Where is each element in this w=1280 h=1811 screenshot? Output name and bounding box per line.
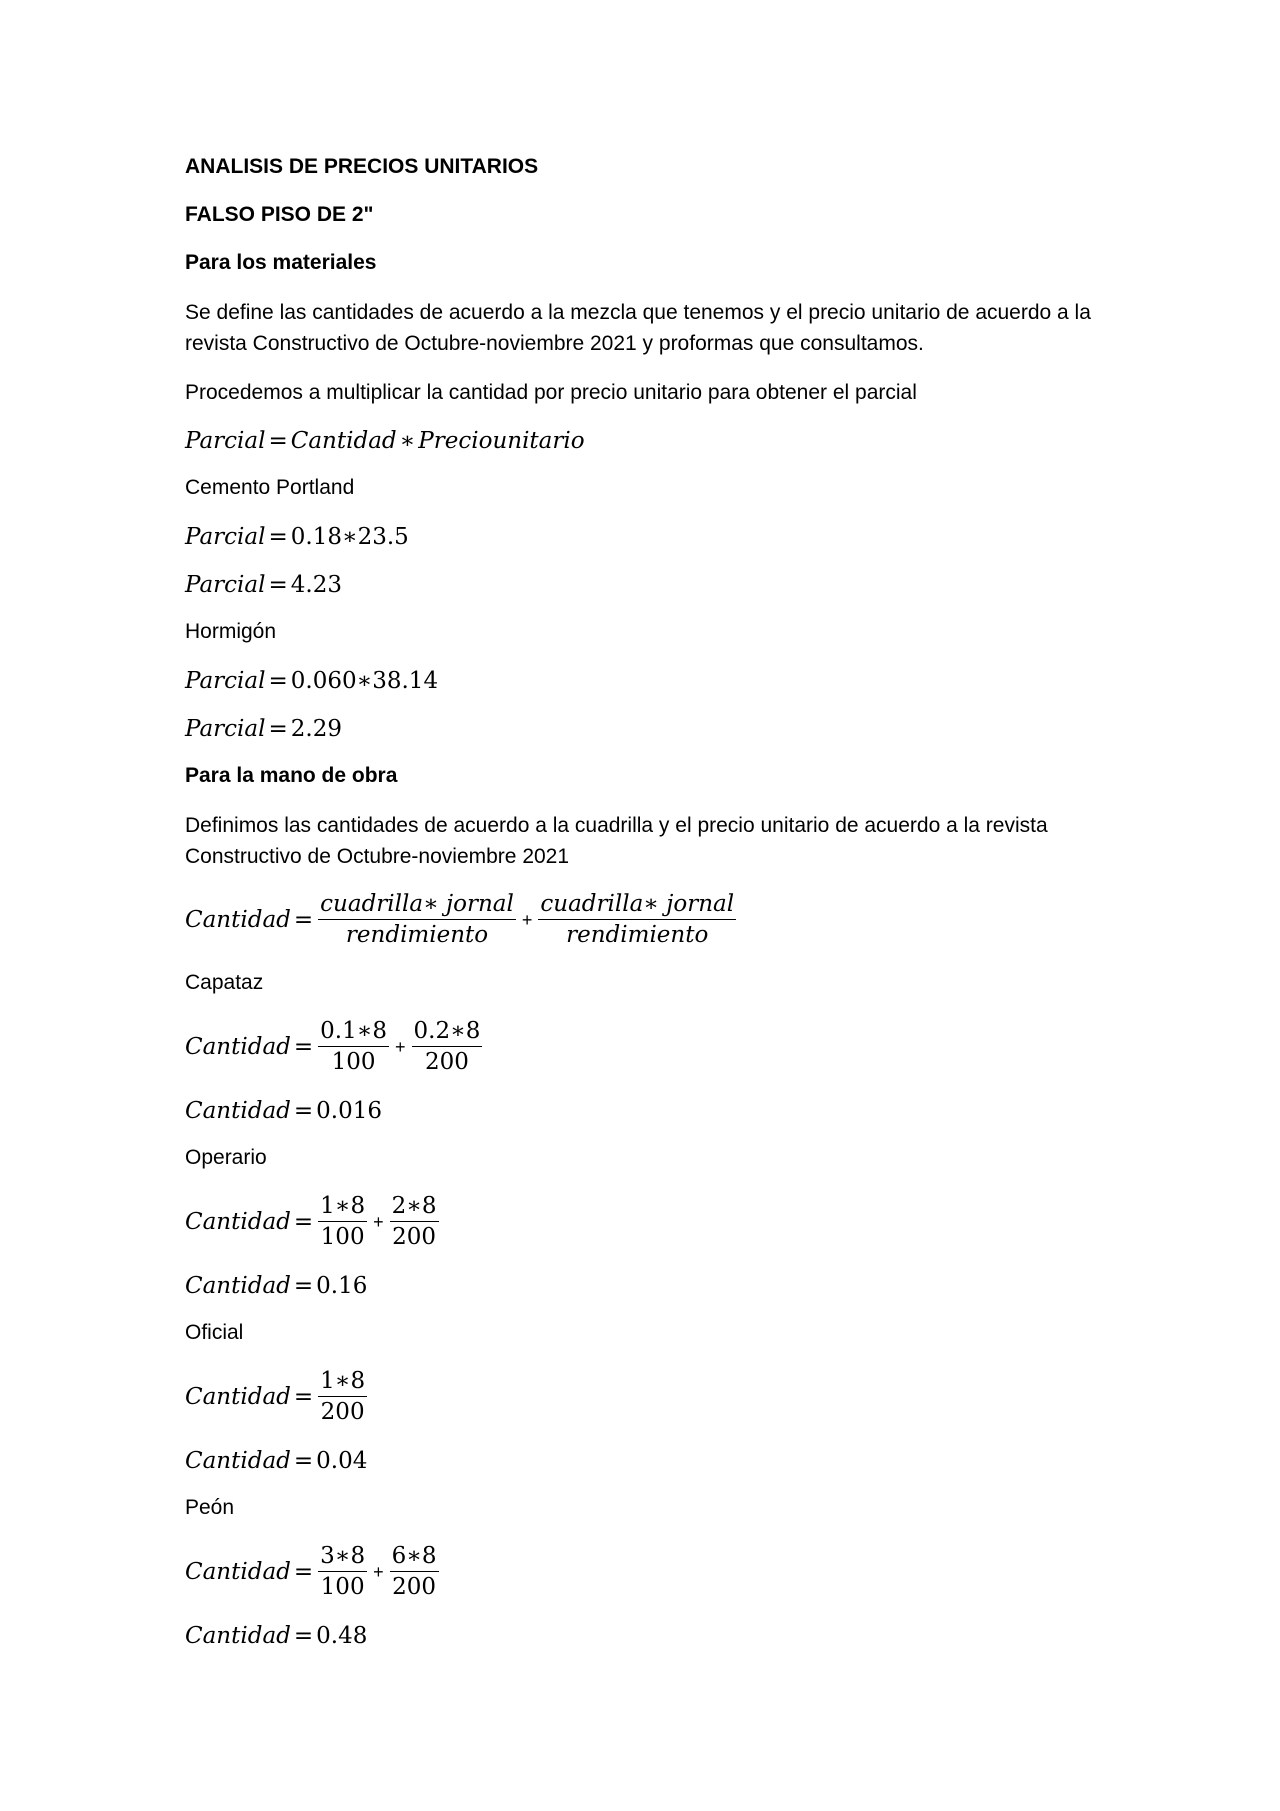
cemento-equation-lhs: Parcial (185, 524, 266, 550)
operario-result-value: 0.16 (316, 1273, 368, 1299)
formula-parcial-term-b: Preciounitario (418, 428, 585, 454)
fraction-numerator: 0.2∗8 (412, 1017, 483, 1047)
fraction (318, 1367, 367, 1426)
equals-sign: = (293, 1208, 314, 1235)
equals-sign: = (268, 668, 288, 694)
materials-intro-paragraph: Se define las cantidades de acuerdo a la mezcla que tenemos y el precio unitario de acuerdo a la revista Constructivo de Octubre-noviembre 2021 y proformas que consultamos. (185, 301, 1091, 355)
equals-sign: = (293, 1448, 314, 1474)
plus-sign: + (521, 909, 533, 930)
cemento-equation-expr: 0.18∗23.5 (290, 524, 409, 550)
fraction (318, 1017, 389, 1076)
fraction (318, 890, 516, 949)
cemento-result-lhs: Parcial (185, 572, 266, 598)
fraction (412, 1017, 483, 1076)
operario-result-lhs: Cantidad (185, 1273, 291, 1299)
fraction-denominator: 100 (320, 1224, 365, 1250)
fraction-denominator: 200 (392, 1574, 436, 1600)
document-page (185, 153, 1105, 1669)
fraction-denominator: 200 (392, 1224, 436, 1250)
oficial-equation (185, 1367, 1105, 1426)
fraction (390, 1192, 439, 1251)
equals-sign: = (268, 524, 288, 550)
capataz-equation (185, 1017, 1105, 1076)
fraction-denominator: rendimiento (566, 922, 709, 948)
fraction (538, 890, 736, 949)
equals-sign: = (293, 1098, 314, 1124)
peon-result-value: 0.48 (316, 1623, 368, 1649)
times-sign: ∗ (399, 428, 416, 454)
section-materials-heading: Para los materiales (185, 251, 377, 274)
cemento-result (185, 570, 1105, 600)
oficial-label: Oficial (185, 1321, 244, 1344)
capataz-label: Capataz (185, 971, 264, 994)
fraction (318, 1542, 367, 1601)
capataz-result-lhs: Cantidad (185, 1098, 291, 1124)
procedure-paragraph: Procedemos a multiplicar la cantidad por precio unitario para obtener el parcial (185, 381, 917, 404)
equals-sign: = (293, 906, 314, 933)
capataz-result (185, 1096, 1105, 1126)
section-labor-heading: Para la mano de obra (185, 764, 398, 787)
cemento-label: Cemento Portland (185, 476, 355, 499)
equals-sign: = (268, 428, 288, 454)
hormigon-result-value: 2.29 (290, 716, 342, 742)
hormigon-equation-lhs: Parcial (185, 668, 266, 694)
plus-sign: + (373, 1211, 384, 1232)
fraction (318, 1192, 367, 1251)
hormigon-result (185, 714, 1105, 744)
labor-intro-paragraph: Definimos las cantidades de acuerdo a la cuadrilla y el precio unitario de acuerdo a la revista Constructivo de Octubre-noviembre 2021 (185, 814, 1048, 868)
peon-result-lhs: Cantidad (185, 1623, 291, 1649)
hormigon-equation-expr: 0.060∗38.14 (290, 668, 439, 694)
fraction-denominator: rendimiento (345, 922, 489, 948)
fraction-denominator: 200 (320, 1399, 365, 1425)
fraction-numerator: 1∗8 (318, 1192, 367, 1222)
equals-sign: = (293, 1623, 314, 1649)
fraction-numerator: 2∗8 (390, 1192, 439, 1222)
cemento-result-value: 4.23 (290, 572, 342, 598)
fraction (390, 1542, 439, 1601)
fraction-denominator: 100 (331, 1049, 376, 1075)
peon-label: Peón (185, 1496, 235, 1519)
equals-sign: = (268, 716, 288, 742)
peon-equation (185, 1542, 1105, 1601)
formula-cantidad-lhs: Cantidad (185, 906, 291, 933)
plus-sign: + (395, 1036, 406, 1057)
equals-sign: = (268, 572, 288, 598)
operario-result (185, 1271, 1105, 1301)
operario-equation (185, 1192, 1105, 1251)
oficial-result (185, 1446, 1105, 1476)
formula-parcial-term-a: Cantidad (290, 428, 397, 454)
fraction-denominator: 100 (320, 1574, 365, 1600)
cemento-equation (185, 522, 1105, 552)
equals-sign: = (293, 1558, 314, 1585)
capataz-equation-lhs: Cantidad (185, 1033, 291, 1060)
formula-parcial-lhs: Parcial (185, 428, 266, 454)
fraction-denominator: 200 (425, 1049, 469, 1075)
plus-sign: + (373, 1561, 384, 1582)
hormigon-label: Hormigón (185, 620, 277, 643)
fraction-numerator: 3∗8 (318, 1542, 367, 1572)
fraction-numerator: 0.1∗8 (318, 1017, 389, 1047)
peon-equation-lhs: Cantidad (185, 1558, 291, 1585)
fraction-numerator: cuadrilla∗ jornal (538, 890, 736, 920)
equals-sign: = (293, 1033, 314, 1060)
peon-result (185, 1621, 1105, 1651)
document-title: ANALISIS DE PRECIOS UNITARIOS (185, 155, 539, 178)
formula-parcial (185, 426, 1105, 456)
formula-cantidad (185, 890, 1105, 949)
fraction-numerator: 1∗8 (318, 1367, 367, 1397)
fraction-numerator: 6∗8 (390, 1542, 439, 1572)
equals-sign: = (293, 1383, 314, 1410)
operario-label: Operario (185, 1146, 267, 1169)
oficial-result-lhs: Cantidad (185, 1448, 291, 1474)
document-subtitle: FALSO PISO DE 2" (185, 203, 374, 226)
oficial-equation-lhs: Cantidad (185, 1383, 291, 1410)
hormigon-equation (185, 666, 1105, 696)
hormigon-result-lhs: Parcial (185, 716, 266, 742)
capataz-result-value: 0.016 (316, 1098, 383, 1124)
oficial-result-value: 0.04 (316, 1448, 368, 1474)
operario-equation-lhs: Cantidad (185, 1208, 291, 1235)
equals-sign: = (293, 1273, 314, 1299)
fraction-numerator: cuadrilla∗ jornal (318, 890, 516, 920)
